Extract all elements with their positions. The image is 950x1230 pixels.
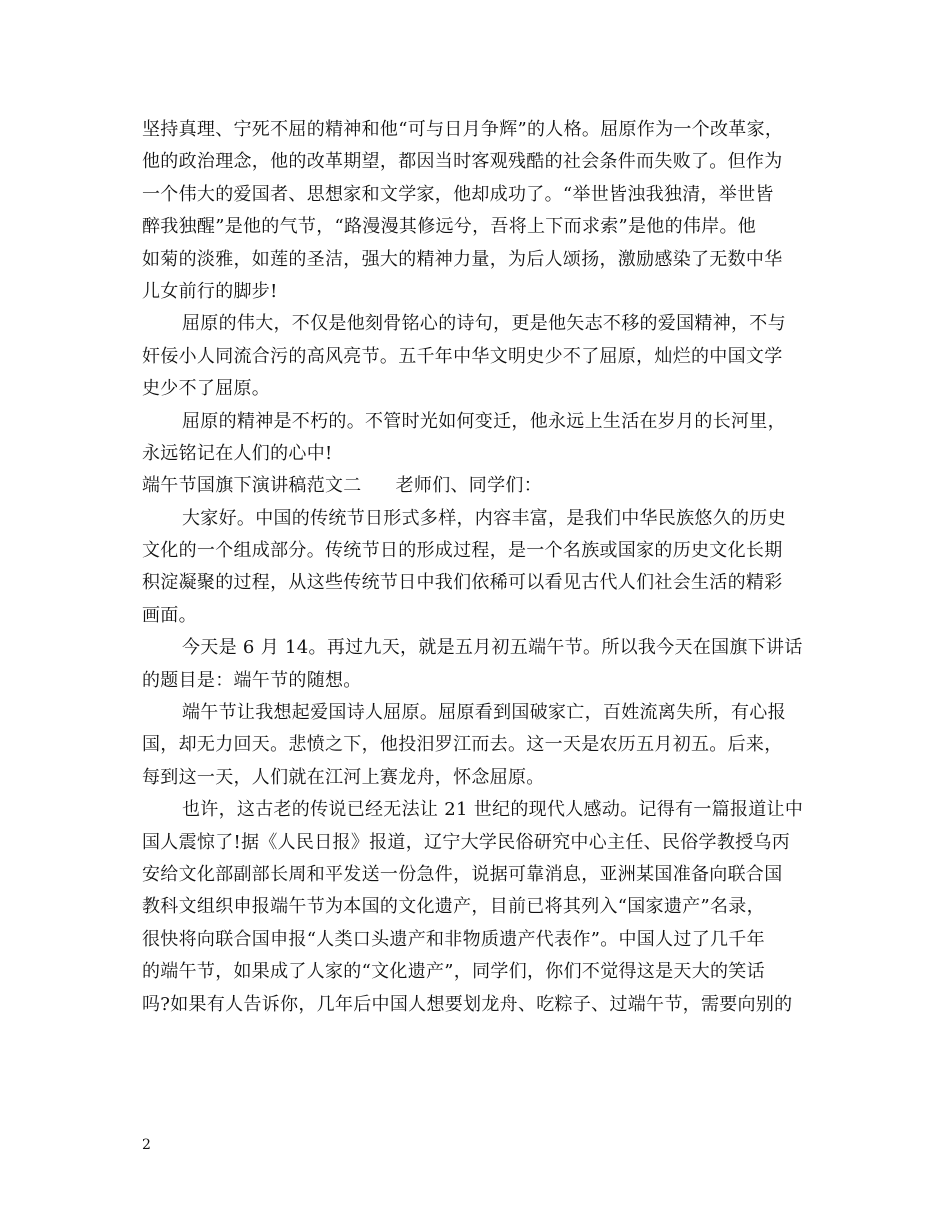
section-title: 端午节国旗下演讲稿范文二 — [142, 475, 362, 497]
text-line: 大家好。中国的传统节日形式多样，内容丰富，是我们中华民族悠久的历史 — [182, 507, 786, 529]
text-line: 端午节让我想起爱国诗人屈原。屈原看到国破家亡，百姓流离失所，有心报 — [182, 702, 786, 724]
text-line: 如菊的淡雅，如莲的圣洁，强大的精神力量，为后人颂扬，激励感染了无数中华 — [142, 248, 783, 270]
text-line: 国人震惊了!据《人民日报》报道，辽宁大学民俗研究中心主任、民俗学教授乌丙 — [142, 831, 791, 853]
text-line: 吗?如果有人告诉你，几年后中国人想要划龙舟、吃粽子、过端午节，需要向别的 — [142, 993, 793, 1015]
greeting: 老师们、同学们： — [395, 475, 543, 497]
text-line: 一个伟大的爱国者、思想家和文学家，他却成功了。“举世皆浊我独清，举世皆 — [142, 183, 774, 205]
text-line: 安给文化部副部长周和平发送一份急件，说据可靠消息，亚洲某国准备向联合国 — [142, 863, 783, 885]
text-line: 文化的一个组成部分。传统节日的形成过程，是一个名族或国家的历史文化长期 — [142, 540, 783, 562]
text-line: 也许，这古老的传说已经无法让 21 世纪的现代人感动。记得有一篇报道让中 — [182, 799, 804, 821]
text-line: 他的政治理念，他的改革期望，都因当时客观残酷的社会条件而失败了。但作为 — [142, 151, 783, 173]
text-line: 的端午节，如果成了人家的“文化遗产”，同学们，你们不觉得这是天大的笑话 — [142, 961, 765, 983]
text-line: 国，却无力回天。悲愤之下，他投汨罗江而去。这一天是农历五月初五。后来， — [142, 734, 783, 756]
text-line: 儿女前行的脚步! — [142, 280, 278, 302]
document-body — [142, 114, 812, 1021]
paragraph — [142, 794, 812, 1021]
text-line: 很快将向联合国申报“人类口头遗产和非物质遗产代表作”。中国人过了几千年 — [142, 928, 765, 950]
paragraph — [142, 406, 812, 471]
text-line: 永远铭记在人们的心中! — [142, 442, 333, 464]
text-line: 教科文组织申报端午节为本国的文化遗产，目前已将其列入“国家遗产”名录， — [142, 896, 765, 918]
paragraph — [142, 503, 812, 633]
paragraph — [142, 308, 812, 405]
text-line: 今天是 6 月 14。再过九天，就是五月初五端午节。所以我今天在国旗下讲话 — [182, 637, 803, 659]
text-line: 史少不了屈原。 — [142, 378, 271, 400]
paragraph — [142, 697, 812, 794]
text-line: 坚持真理、宁死不屈的精神和他“可与日月争辉”的人格。屈原作为一个改革家， — [142, 119, 784, 140]
text-line: 屈原的伟大，不仅是他刻骨铭心的诗句，更是他矢志不移的爱国精神，不与 — [182, 313, 786, 335]
text-line: 积淀凝聚的过程，从这些传统节日中我们依稀可以看见古代人们社会生活的精彩 — [142, 572, 783, 594]
section-heading — [142, 470, 812, 502]
text-line: 醉我独醒”是他的气节，“路漫漫其修远兮，吾将上下而求索”是他的伟岸。他 — [142, 216, 757, 238]
paragraph — [142, 632, 812, 697]
text-line: 画面。 — [142, 604, 197, 626]
text-line: 每到这一天，人们就在江河上赛龙舟，怀念屈原。 — [142, 766, 545, 788]
text-line: 的题目是：端午节的随想。 — [142, 669, 362, 691]
text-line: 奸佞小人同流合污的高风亮节。五千年中华文明史少不了屈原，灿烂的中国文学 — [142, 345, 783, 367]
text-line: 屈原的精神是不朽的。不管时光如何变迁，他永远上生活在岁月的长河里， — [182, 410, 786, 432]
paragraph — [142, 114, 812, 308]
page-number: 2 — [142, 1137, 151, 1153]
